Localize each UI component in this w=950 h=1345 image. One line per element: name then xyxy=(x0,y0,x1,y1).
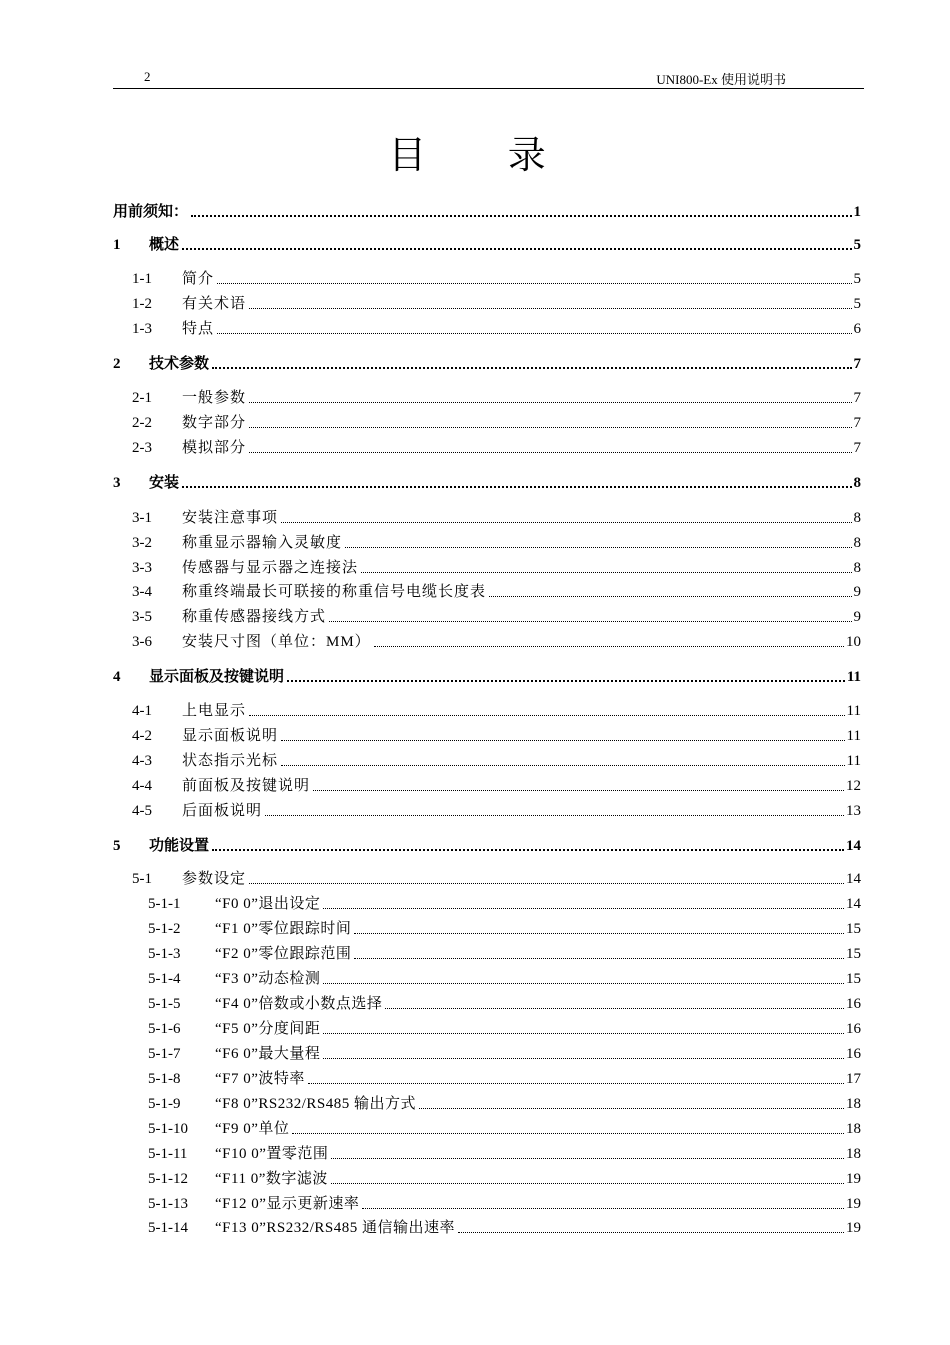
toc-entry-label: 概述 xyxy=(149,237,180,253)
toc-entry-page-number: 7 xyxy=(853,415,861,431)
toc-entry-label: 特点 xyxy=(182,321,215,337)
dot-leader xyxy=(323,1057,844,1059)
toc-entry[interactable] xyxy=(113,386,861,408)
toc-entry-page-number: 15 xyxy=(846,946,861,962)
toc-entry-label: “F1 0”零位跟踪时间 xyxy=(215,921,352,937)
toc-entry-number: 5-1-1 xyxy=(148,896,181,912)
dot-leader xyxy=(345,546,851,548)
toc-entry[interactable] xyxy=(113,556,861,578)
dot-leader xyxy=(281,764,845,766)
toc-entry-page-number: 14 xyxy=(846,838,861,854)
toc-entry-number: 5-1-11 xyxy=(148,1146,188,1162)
dot-leader xyxy=(249,426,851,428)
toc-entry-number: 5-1-12 xyxy=(148,1171,188,1187)
toc-entry-page-number: 11 xyxy=(846,753,861,769)
toc-entry[interactable] xyxy=(113,531,861,553)
toc-entry-page-number: 8 xyxy=(853,475,861,491)
toc-entry[interactable] xyxy=(113,749,861,771)
toc-entry-label: 简介 xyxy=(182,271,215,287)
dot-leader xyxy=(354,932,844,934)
dot-leader xyxy=(385,1007,844,1009)
toc-entry-page-number: 12 xyxy=(846,778,861,794)
toc-entry-label: 数字部分 xyxy=(182,415,247,431)
toc-entry-page-number: 8 xyxy=(853,560,861,576)
toc-entry-number: 5-1-5 xyxy=(148,996,181,1012)
toc-entry[interactable] xyxy=(113,233,861,255)
toc-entry-number: 5-1-6 xyxy=(148,1021,181,1037)
toc-entry-number: 5-1-14 xyxy=(148,1220,188,1236)
toc-entry[interactable] xyxy=(113,967,861,989)
toc-entry-label: “F4 0”倍数或小数点选择 xyxy=(215,996,383,1012)
toc-entry-page-number: 19 xyxy=(846,1171,861,1187)
toc-entry-label: “F9 0”单位 xyxy=(215,1121,290,1137)
dot-leader xyxy=(323,1032,844,1034)
toc-entry[interactable] xyxy=(113,471,861,493)
toc-entry[interactable] xyxy=(113,1067,861,1089)
toc-entry-number: 4-3 xyxy=(132,753,152,769)
toc-entry-page-number: 18 xyxy=(846,1146,861,1162)
toc-entry[interactable] xyxy=(113,699,861,721)
toc-entry-number: 3-4 xyxy=(132,584,152,600)
toc-entry-number: 3-2 xyxy=(132,535,152,551)
toc-entry-page-number: 13 xyxy=(846,803,861,819)
toc-entry-number: 1 xyxy=(113,237,121,253)
toc-entry-label: 用前须知： xyxy=(113,204,189,220)
toc-entry-page-number: 19 xyxy=(846,1196,861,1212)
toc-entry-label: “F13 0”RS232/RS485 通信输出速率 xyxy=(215,1220,456,1236)
dot-leader xyxy=(374,645,844,647)
toc-entry[interactable] xyxy=(113,1042,861,1064)
toc-entry[interactable] xyxy=(113,665,861,687)
toc-entry-page-number: 5 xyxy=(853,237,861,253)
toc-entry-number: 5-1-13 xyxy=(148,1196,188,1212)
dot-leader xyxy=(292,1132,844,1134)
toc-entry-label: 上电显示 xyxy=(182,703,247,719)
toc-entry-page-number: 11 xyxy=(846,703,861,719)
toc-entry-page-number: 17 xyxy=(846,1071,861,1087)
toc-entry-number: 2-1 xyxy=(132,390,152,406)
toc-entry-label: “F5 0”分度间距 xyxy=(215,1021,321,1037)
toc-entry-page-number: 16 xyxy=(846,996,861,1012)
toc-entry-label: “F2 0”零位跟踪范围 xyxy=(215,946,352,962)
toc-entry[interactable] xyxy=(113,1092,861,1114)
toc-entry-number: 5-1-2 xyxy=(148,921,181,937)
toc-entry-number: 5-1-3 xyxy=(148,946,181,962)
toc-entry[interactable] xyxy=(113,917,861,939)
toc-entry-label: 称重传感器接线方式 xyxy=(182,609,327,625)
toc-entry-page-number: 7 xyxy=(853,390,861,406)
toc-entry-label: “F10 0”置零范围 xyxy=(215,1146,329,1162)
toc-entry-page-number: 14 xyxy=(846,871,861,887)
toc-entry-page-number: 9 xyxy=(853,609,861,625)
toc-entry-number: 5-1 xyxy=(132,871,152,887)
toc-entry-label: 状态指示光标 xyxy=(182,753,279,769)
toc-entry-number: 5 xyxy=(113,838,121,854)
toc-entry[interactable] xyxy=(113,1216,861,1238)
toc-entry-page-number: 5 xyxy=(853,296,861,312)
toc-entry[interactable] xyxy=(113,317,861,339)
toc-entry-number: 4-1 xyxy=(132,703,152,719)
toc-entry-page-number: 11 xyxy=(846,669,861,685)
page-header xyxy=(113,68,864,89)
toc-entry[interactable] xyxy=(113,436,861,458)
dot-leader xyxy=(329,620,851,622)
dot-leader xyxy=(217,282,851,284)
dot-leader xyxy=(182,247,851,250)
toc-entry-label: 安装 xyxy=(149,475,180,491)
toc-entry-label: 称重显示器输入灵敏度 xyxy=(182,535,343,551)
toc-entry-page-number: 15 xyxy=(846,921,861,937)
toc-entry-page-number: 5 xyxy=(853,271,861,287)
toc-entry-label: “F3 0”动态检测 xyxy=(215,971,321,987)
toc-entry-label: 一般参数 xyxy=(182,390,247,406)
toc-entry-number: 3-6 xyxy=(132,634,152,650)
toc-entry-number: 3-3 xyxy=(132,560,152,576)
toc-entry-number: 5-1-10 xyxy=(148,1121,188,1137)
dot-leader xyxy=(323,907,844,909)
toc-entry[interactable] xyxy=(113,580,861,602)
toc-entry[interactable] xyxy=(113,292,861,314)
toc-entry-label: 安装注意事项 xyxy=(182,510,279,526)
toc-entry-page-number: 19 xyxy=(846,1220,861,1236)
dot-leader xyxy=(217,332,851,334)
toc-entry[interactable] xyxy=(113,630,861,652)
header-page-number: 2 xyxy=(144,69,151,84)
toc-entry-page-number: 8 xyxy=(853,535,861,551)
toc-entry-label: 称重终端最长可联接的称重信号电缆长度表 xyxy=(182,584,487,600)
toc-entry-page-number: 8 xyxy=(853,510,861,526)
dot-leader xyxy=(249,307,851,309)
toc-entry-label: 有关术语 xyxy=(182,296,247,312)
toc-entry-number: 3 xyxy=(113,475,121,491)
dot-leader xyxy=(287,679,845,682)
toc-entry-label: “F12 0”显示更新速率 xyxy=(215,1196,360,1212)
dot-leader xyxy=(458,1231,844,1233)
toc-entry-label: “F0 0”退出设定 xyxy=(215,896,321,912)
toc-entry-label: 功能设置 xyxy=(149,838,210,854)
dot-leader xyxy=(212,366,851,369)
dot-leader xyxy=(354,957,844,959)
toc-entry-page-number: 16 xyxy=(846,1021,861,1037)
toc-entry-page-number: 10 xyxy=(846,634,861,650)
dot-leader xyxy=(265,814,844,816)
toc-entry[interactable] xyxy=(113,799,861,821)
dot-leader xyxy=(182,485,851,488)
toc-entry[interactable] xyxy=(113,267,861,289)
toc-entry-page-number: 6 xyxy=(853,321,861,337)
toc-entry-page-number: 11 xyxy=(846,728,861,744)
dot-leader xyxy=(331,1182,844,1184)
toc-entry[interactable] xyxy=(113,1017,861,1039)
toc-entry-label: 模拟部分 xyxy=(182,440,247,456)
toc-entry-page-number: 18 xyxy=(846,1121,861,1137)
dot-leader xyxy=(249,714,845,716)
dot-leader xyxy=(212,848,844,851)
toc-entry[interactable] xyxy=(113,605,861,627)
toc-entry-number: 2 xyxy=(113,356,121,372)
toc-entry[interactable] xyxy=(113,724,861,746)
toc-entry[interactable] xyxy=(113,411,861,433)
toc-entry-number: 1-2 xyxy=(132,296,152,312)
toc-entry-page-number: 18 xyxy=(846,1096,861,1112)
toc-entry-label: “F11 0”数字滤波 xyxy=(215,1171,328,1187)
toc-entry[interactable] xyxy=(113,942,861,964)
toc-entry-label: 参数设定 xyxy=(182,871,247,887)
toc-entry-page-number: 14 xyxy=(846,896,861,912)
toc-entry[interactable] xyxy=(113,200,861,222)
toc-entry-number: 3-5 xyxy=(132,609,152,625)
toc-entry[interactable] xyxy=(113,992,861,1014)
dot-leader xyxy=(249,401,851,403)
toc-entry[interactable] xyxy=(113,867,861,889)
toc-entry-label: 技术参数 xyxy=(149,356,210,372)
toc-entry-number: 1-1 xyxy=(132,271,152,287)
toc-entry[interactable] xyxy=(113,506,861,528)
toc-entry-label: 安装尺寸图（单位：MM） xyxy=(182,634,371,650)
toc-entry[interactable] xyxy=(113,834,861,856)
toc-entry-number: 5-1-4 xyxy=(148,971,181,987)
toc-entry-number: 2-3 xyxy=(132,440,152,456)
toc-entry-number: 4 xyxy=(113,669,121,685)
toc-entry-label: “F6 0”最大量程 xyxy=(215,1046,321,1062)
dot-leader xyxy=(249,451,851,453)
header-document-title: UNI800-Ex 使用说明书 xyxy=(656,72,786,87)
toc-entry-page-number: 1 xyxy=(853,204,861,220)
toc-entry[interactable] xyxy=(113,1117,861,1139)
dot-leader xyxy=(489,595,851,597)
toc-entry-label: 传感器与显示器之连接法 xyxy=(182,560,359,576)
toc-entry-label: 后面板说明 xyxy=(182,803,263,819)
toc-entry-number: 4-4 xyxy=(132,778,152,794)
dot-leader xyxy=(308,1082,844,1084)
toc-entry[interactable] xyxy=(113,1142,861,1164)
toc-entry-page-number: 7 xyxy=(853,356,861,372)
toc-entry-label: “F7 0”波特率 xyxy=(215,1071,305,1087)
toc-entry-number: 5-1-9 xyxy=(148,1096,181,1112)
toc-entry[interactable] xyxy=(113,352,861,374)
toc-entry-label: “F8 0”RS232/RS485 输出方式 xyxy=(215,1096,417,1112)
toc-entry[interactable] xyxy=(113,1167,861,1189)
dot-leader xyxy=(191,214,851,217)
toc-entry-page-number: 15 xyxy=(846,971,861,987)
dot-leader xyxy=(362,1207,844,1209)
toc-entry-page-number: 16 xyxy=(846,1046,861,1062)
dot-leader xyxy=(323,982,844,984)
dot-leader xyxy=(361,571,851,573)
dot-leader xyxy=(419,1107,844,1109)
toc-entry-label: 显示面板及按键说明 xyxy=(149,669,285,685)
dot-leader xyxy=(313,789,844,791)
toc-entry[interactable] xyxy=(113,1192,861,1214)
toc-entry-number: 2-2 xyxy=(132,415,152,431)
toc-entry-number: 3-1 xyxy=(132,510,152,526)
toc-entry-number: 1-3 xyxy=(132,321,152,337)
toc-entry-page-number: 9 xyxy=(853,584,861,600)
toc-entry-number: 4-5 xyxy=(132,803,152,819)
dot-leader xyxy=(249,882,844,884)
toc-entry-number: 4-2 xyxy=(132,728,152,744)
toc-title: 目 录 xyxy=(388,135,582,177)
dot-leader xyxy=(281,521,851,523)
toc-entry-page-number: 7 xyxy=(853,440,861,456)
toc-entry[interactable] xyxy=(113,774,861,796)
dot-leader xyxy=(281,739,845,741)
toc-entry[interactable] xyxy=(113,892,861,914)
toc-entry-number: 5-1-7 xyxy=(148,1046,181,1062)
toc-entry-label: 前面板及按键说明 xyxy=(182,778,311,794)
dot-leader xyxy=(331,1157,844,1159)
toc-entry-number: 5-1-8 xyxy=(148,1071,181,1087)
toc-entry-label: 显示面板说明 xyxy=(182,728,279,744)
